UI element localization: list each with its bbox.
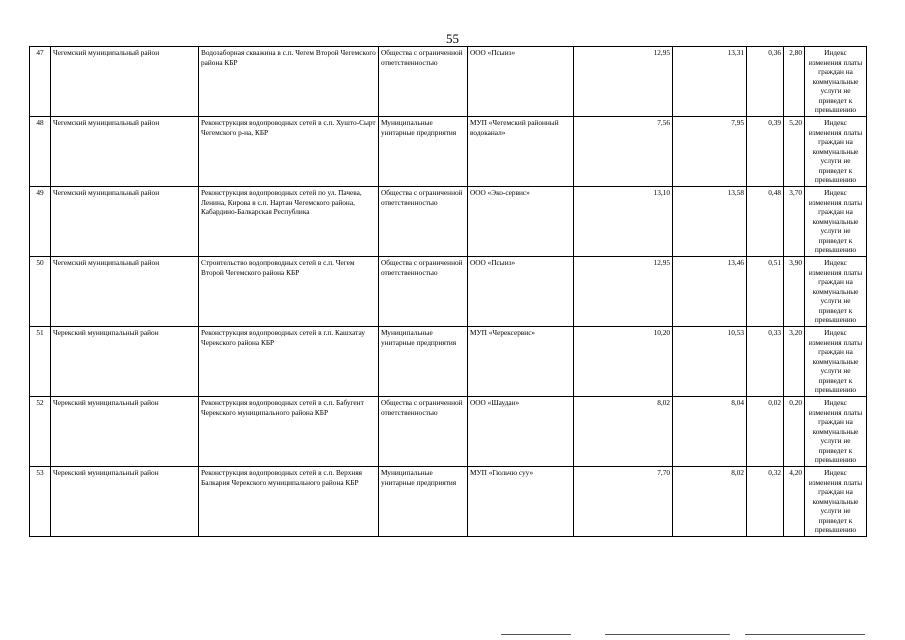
value-4-cell: 5,20 [784,117,805,187]
object-cell: Реконструкция водопроводных сетей в г.п. Кашхатау Черекского района КБР [199,327,379,397]
table-row [30,257,867,327]
row-number: 53 [30,467,51,537]
value-2-cell: 13,58 [673,187,747,257]
object-cell: Водозаборная скважина в с.п. Чегем Второй Чегемского района КБР [199,47,379,117]
value-4-cell: 3,90 [784,257,805,327]
table-row [30,467,867,537]
district-cell: Черекский муниципальный район [51,327,199,397]
organization-cell: МУП «Чегемский районный водоканал» [468,117,574,187]
district-cell: Черекский муниципальный район [51,397,199,467]
organization-cell: ООО «Псыиз» [468,257,574,327]
district-cell: Чегемский муниципальный район [51,257,199,327]
organization-cell: МУП «Черексервис» [468,327,574,397]
row-number: 49 [30,187,51,257]
value-3-cell: 0,02 [747,397,784,467]
object-cell: Реконструкция водопроводных сетей в с.п. Верхняя Балкария Черекского муниципального района КБР [199,467,379,537]
organization-cell: ООО «Шаудан» [468,397,574,467]
value-1-cell: 8,02 [574,397,673,467]
scan-artifact [605,634,730,635]
row-number: 52 [30,397,51,467]
value-3-cell: 0,51 [747,257,784,327]
note-cell: Индекс изменения платы граждан на коммунальные услуги не приведет к превышению [805,47,867,117]
scan-artifact [745,634,865,635]
organization-cell: ООО «Эко-сервис» [468,187,574,257]
value-4-cell: 2,80 [784,47,805,117]
legal-form-cell: Общества с ограниченной ответственностью [379,187,468,257]
object-cell: Реконструкция водопроводных сетей по ул. Пачева, Ленина, Кирова в с.п. Нартан Чегемского района, Кабардино-Балкарская Республика [199,187,379,257]
legal-form-cell: Муниципальные унитарные предприятия [379,117,468,187]
organization-cell: ООО «Псыиз» [468,47,574,117]
page-number: 55 [446,31,459,46]
district-cell: Чегемский муниципальный район [51,47,199,117]
object-cell: Строительство водопроводных сетей в с.п. Чегем Второй Чегемского района КБР [199,257,379,327]
table-row [30,47,867,117]
value-4-cell: 0,20 [784,397,805,467]
value-2-cell: 8,02 [673,467,747,537]
value-2-cell: 8,04 [673,397,747,467]
value-3-cell: 0,36 [747,47,784,117]
note-cell: Индекс изменения платы граждан на коммунальные услуги не приведет к превышению [805,187,867,257]
organization-cell: МУП «Гюльчю суу» [468,467,574,537]
value-3-cell: 0,48 [747,187,784,257]
value-4-cell: 4,20 [784,467,805,537]
legal-form-cell: Муниципальные унитарные предприятия [379,327,468,397]
value-2-cell: 10,53 [673,327,747,397]
value-2-cell: 7,95 [673,117,747,187]
value-2-cell: 13,46 [673,257,747,327]
table-row [30,117,867,187]
value-1-cell: 13,10 [574,187,673,257]
value-3-cell: 0,39 [747,117,784,187]
value-3-cell: 0,32 [747,467,784,537]
row-number: 48 [30,117,51,187]
note-cell: Индекс изменения платы граждан на коммунальные услуги не приведет к превышению [805,117,867,187]
district-cell: Чегемский муниципальный район [51,187,199,257]
table-row [30,327,867,397]
value-4-cell: 3,20 [784,327,805,397]
legal-form-cell: Общества с ограниченной ответственностью [379,257,468,327]
note-cell: Индекс изменения платы граждан на коммунальные услуги не приведет к превышению [805,397,867,467]
table-row [30,397,867,467]
row-number: 50 [30,257,51,327]
value-2-cell: 13,31 [673,47,747,117]
object-cell: Реконструкция водопроводных сетей в с.п. Хушто-Сырт Чегемского р-на, КБР [199,117,379,187]
row-number: 51 [30,327,51,397]
value-1-cell: 7,70 [574,467,673,537]
object-cell: Реконструкция водопроводных сетей в с.п. Бабугент Черекского муниципального района КБР [199,397,379,467]
legal-form-cell: Общества с ограниченной ответственностью [379,47,468,117]
investment-table [29,46,867,537]
legal-form-cell: Общества с ограниченной ответственностью [379,397,468,467]
note-cell: Индекс изменения платы граждан на коммунальные услуги не приведет к превышению [805,467,867,537]
note-cell: Индекс изменения платы граждан на коммунальные услуги не приведет к превышению [805,327,867,397]
value-1-cell: 12,95 [574,257,673,327]
value-3-cell: 0,33 [747,327,784,397]
table-row [30,187,867,257]
value-1-cell: 7,56 [574,117,673,187]
scan-artifact [501,634,571,635]
value-4-cell: 3,70 [784,187,805,257]
note-cell: Индекс изменения платы граждан на коммунальные услуги не приведет к превышению [805,257,867,327]
row-number: 47 [30,47,51,117]
district-cell: Чегемский муниципальный район [51,117,199,187]
district-cell: Черекский муниципальный район [51,467,199,537]
value-1-cell: 10,20 [574,327,673,397]
value-1-cell: 12,95 [574,47,673,117]
legal-form-cell: Муниципальные унитарные предприятия [379,467,468,537]
